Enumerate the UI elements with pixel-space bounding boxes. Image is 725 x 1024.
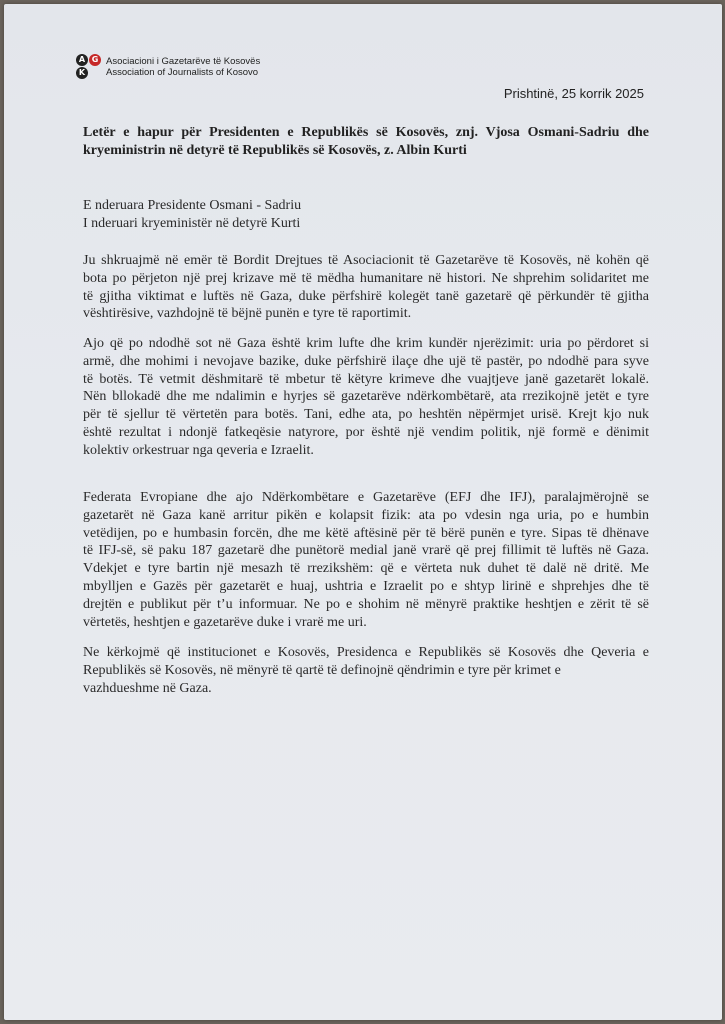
- paragraph-line: Federata Evropiane dhe ajo Ndërkombëtare e Gazetarëve (EFJ dhe IFJ), paralajmërojnë se: [83, 490, 649, 505]
- paragraph-line: mbylljen e Gazës për gazetarët e huaj, ushtria e Izraelit po e shtyp lirinë e shprehjes dhe të: [83, 578, 649, 594]
- logo-letter-a: A: [76, 54, 88, 66]
- paragraph-line: vetëdijen, po e humbasin forcën, dhe me këtë aftësinë për të bërë punën e tyre. Sipas të dhënave: [83, 525, 649, 541]
- paragraph-line: drejtën e publikut për t’u informuar. Ne po e shohim në mënyrë praktike heshtjen e zërit të së: [83, 596, 649, 612]
- paragraph-line: të botës. Të vetmit dëshmitarë të mbetur të këtyre krimeve dhe vuajtjeve janë gazetarët lokalë.: [83, 371, 649, 387]
- paragraph-line: të gjitha viktimat e luftës në Gaza, duke përfshirë kolegët tanë gazetarë që përkundër të gjitha: [83, 288, 649, 304]
- paragraph-line: gazetarët në Gaza kanë arritur pikën e kolapsit fizik: ata po vdesin nga uria, po e humbin: [83, 507, 649, 523]
- paragraph-2: [83, 335, 649, 460]
- paragraph-line: armë, dhe mohimi i nevojave bazike, duke përfshirë ilaçe dhe ujë të pastër, po ndodhë para syve: [83, 353, 649, 369]
- paragraph-line: është rezultat i ndonjë fatkeqësie natyrore, por është një vendim politik, një formë e dënimit: [83, 424, 649, 440]
- paragraph-1: [83, 252, 649, 323]
- paragraph-line: kolektiv orkestruar nga qeveria e Izraelit.: [83, 442, 314, 458]
- paragraph-line: të IFJ-së, së paku 187 gazetarë dhe punëtorë medial janë vrarë që prej fillimit të luftës në Gaza.: [83, 543, 649, 559]
- paragraph-line: Ajo që po ndodhë sot në Gaza është krim lufte dhe krim kundër njerëzimit: uria po përdoret si: [83, 336, 649, 351]
- organization-name-en: Association of Journalists of Kosovo: [106, 67, 259, 78]
- organization-name-sq: Asociacioni i Gazetarëve të Kosovës: [106, 56, 261, 67]
- salutation: [83, 197, 649, 233]
- paragraph-line: vazhdueshme në Gaza.: [83, 680, 212, 696]
- agk-logo-icon: [76, 54, 102, 80]
- salutation-line: I nderuari kryeministër në detyrë Kurti: [83, 215, 301, 231]
- logo-letter-g: G: [89, 54, 101, 66]
- paragraph-line: vërtetës, heshtjen e gazetarëve duke i vrarë me uri.: [83, 614, 367, 630]
- letter-page: [4, 4, 722, 1020]
- title-line: kryeministrin në detyrë të Republikës së Kosovës, z. Albin Kurti: [83, 142, 467, 158]
- paragraph-line: Vdekjet e tyre bartin një mesazh të rrezikshëm: që e vërteta nuk duhet të dalë në dritë. Me: [83, 561, 649, 577]
- letterhead-logo: [76, 54, 286, 84]
- paragraph-line: për të sjellur të vërtetën para botës. Tani, edhe ata, po heshtën nëpërmjet urisë. Krejt kjo nuk: [83, 407, 649, 423]
- paragraph-line: Ju shkruajmë në emër të Bordit Drejtues të Asociacionit të Gazetarëve të Kosovës, në kohën që: [83, 253, 649, 268]
- letter-title: [83, 124, 649, 160]
- letter-date: Prishtinë, 25 korrik 2025: [503, 86, 644, 101]
- salutation-line: E nderuara Presidente Osmani - Sadriu: [83, 198, 302, 213]
- logo-letter-k: K: [76, 67, 88, 79]
- title-line: Letër e hapur për Presidenten e Republikës së Kosovës, znj. Vjosa Osmani-Sadriu dhe: [83, 125, 649, 140]
- paragraph-line: Republikës së Kosovës, në mënyrë të qartë të definojnë qëndrimin e tyre për krimet e: [83, 662, 561, 678]
- paragraph-4: [83, 644, 649, 697]
- paragraph-3: [83, 489, 649, 631]
- paragraph-line: Nën bllokadë dhe me ndalimin e hyrjes së gazetarëve ndërkombëtarë, ata rrezikojnë jetët e tyre: [83, 389, 649, 405]
- paragraph-line: Ne kërkojmë që institucionet e Kosovës, Presidenca e Republikës së Kosovës dhe Qeveria e: [83, 645, 649, 660]
- paragraph-line: bota po përjeton një prej krizave më të mëdha humanitare në histori. Ne shprehim solidaritet me: [83, 270, 649, 286]
- paragraph-line: vështirësive, vazhdojnë të bëjnë punën e tyre të raportimit.: [83, 306, 412, 322]
- organization-name: [106, 56, 260, 78]
